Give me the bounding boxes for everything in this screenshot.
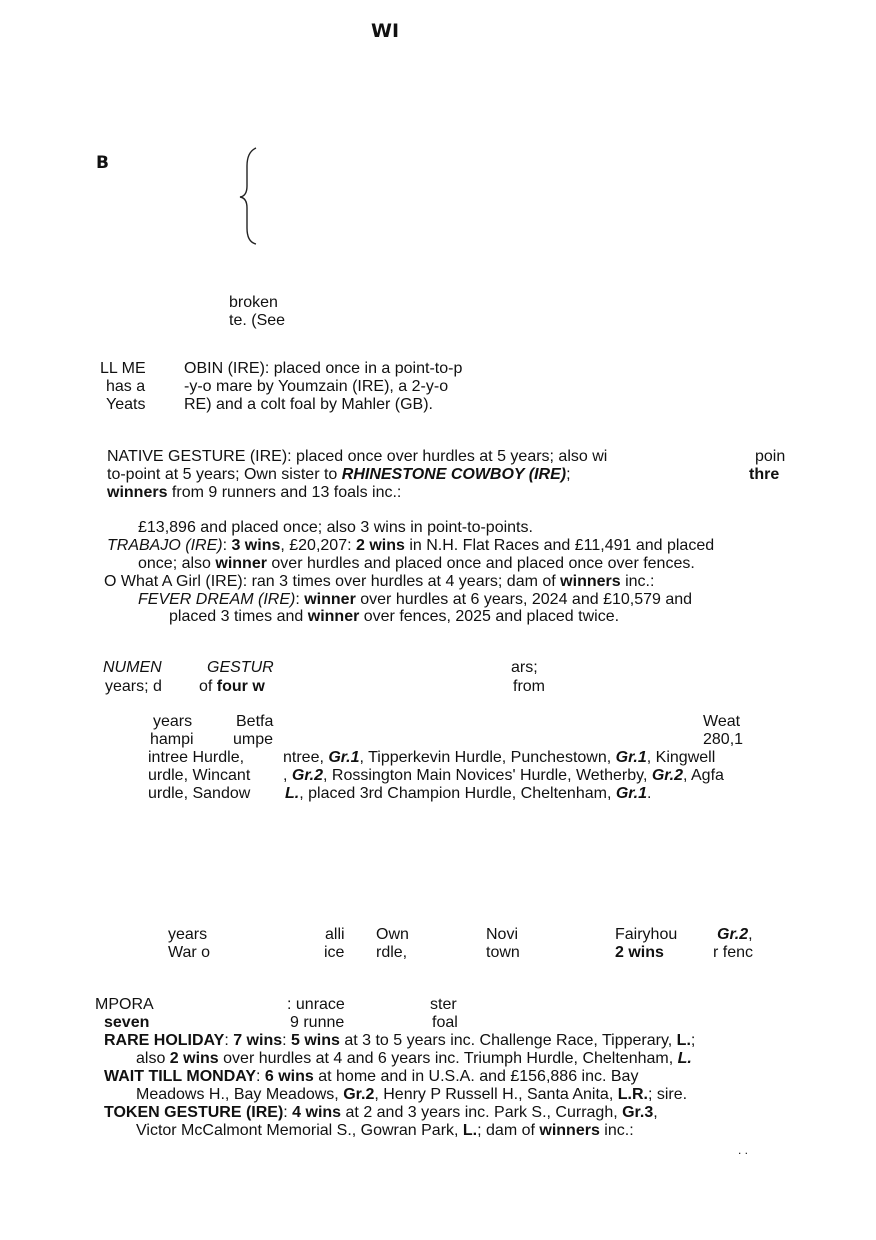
text: :	[224, 1032, 234, 1049]
text: at home and in U.S.A. and £156,886 inc. Bay	[313, 1068, 639, 1085]
text-fragment: Yeats	[106, 396, 146, 413]
text: O What A Girl (IRE): ran 3 times over hurdles at 4 years; dam of	[104, 573, 561, 590]
text-fragment: 9 runne	[290, 1014, 345, 1031]
text: winner	[215, 555, 267, 572]
text: , £20,207:	[280, 537, 356, 554]
text-fragment: town	[486, 944, 520, 961]
text: Gr.3	[622, 1104, 654, 1121]
text: ;	[690, 1032, 696, 1049]
text: at 3 to 5 years inc. Challenge Race, Tipperary,	[339, 1032, 677, 1049]
text: winners	[107, 484, 168, 501]
dam-text-line: broken	[229, 294, 278, 311]
text-fragment: has a	[106, 378, 146, 395]
text-fragment	[717, 926, 753, 943]
text: :	[295, 591, 305, 608]
text: winners	[539, 1122, 600, 1139]
text: over hurdles at 6 years, 2024 and £10,579 and	[355, 591, 693, 608]
text: , Kingwell	[646, 749, 716, 766]
text: :	[282, 1032, 291, 1049]
text-fragment: -y-o mare by Youmzain (IRE), a 2-y-o	[184, 378, 449, 395]
text: ,	[748, 926, 753, 943]
text: Gr.2	[291, 767, 324, 784]
progeny-line: £13,896 and placed once; also 3 wins in point-to-points.	[138, 519, 533, 536]
progeny-line	[104, 573, 654, 590]
text: ntree,	[283, 749, 329, 766]
text: inc.:	[620, 573, 655, 590]
pedigree-initial: B	[96, 153, 109, 173]
text-fragment: alli	[325, 926, 345, 943]
text: 4 wins	[292, 1104, 342, 1121]
text: Gr.2	[343, 1086, 375, 1103]
dam-entry-line	[107, 484, 401, 501]
text-fragment: rdle,	[376, 944, 408, 961]
text: 2 wins	[169, 1050, 219, 1067]
progeny-line	[169, 608, 619, 625]
text: of	[199, 678, 217, 695]
text: ;	[566, 466, 571, 483]
text-fragment: War o	[168, 944, 211, 961]
text-fragment: ars;	[511, 659, 538, 676]
horse-name: FEVER DREAM (IRE)	[138, 591, 296, 608]
text-fragment: hampi	[150, 731, 194, 748]
progeny-line	[136, 1050, 692, 1067]
text-fragment: ster	[430, 996, 457, 1013]
text: Gr.1	[328, 749, 360, 766]
text-fragment: Own	[376, 926, 409, 943]
progeny-line	[138, 555, 695, 572]
text: over hurdles and placed once and placed once over fences.	[266, 555, 695, 572]
text: Gr.2	[717, 926, 749, 943]
progeny-line	[136, 1086, 687, 1103]
text-fragment: years	[168, 926, 208, 943]
text-fragment: intree Hurdle,	[148, 749, 245, 766]
text: L.	[677, 1050, 692, 1067]
dam-text-line: te. (See	[229, 312, 286, 329]
text-fragment: : unrace	[287, 996, 345, 1013]
text-fragment: LL ME	[100, 360, 146, 377]
progeny-line	[104, 1068, 638, 1085]
text-fragment: foal	[432, 1014, 458, 1031]
text-fragment: umpe	[233, 731, 274, 748]
text: winner	[307, 608, 360, 625]
text: , Rossington Main Novices' Hurdle, Wetherby,	[323, 767, 652, 784]
text-fragment: r fenc	[713, 944, 754, 961]
text: ,	[283, 767, 292, 784]
progeny-line	[136, 1122, 634, 1139]
text: over fences, 2025 and placed twice.	[359, 608, 620, 625]
page-title: WI	[371, 20, 400, 42]
text: ; sire.	[647, 1086, 688, 1103]
text: , Agfa	[683, 767, 724, 784]
text: L.	[285, 785, 300, 802]
progeny-line	[104, 1032, 695, 1049]
text: placed 3 times and	[169, 608, 308, 625]
horse-name: RHINESTONE COWBOY (IRE)	[341, 466, 567, 483]
text-fragment: Weat	[703, 713, 741, 730]
text: over hurdles at 4 and 6 years inc. Triumph Hurdle, Cheltenham,	[218, 1050, 678, 1067]
text: 2 wins	[355, 537, 405, 554]
text: to-point at 5 years; Own sister to	[107, 466, 342, 483]
text-fragment: thre	[749, 466, 780, 483]
text: L.	[676, 1032, 691, 1049]
text: Gr.1	[615, 785, 647, 802]
text-fragment: urdle, Wincant	[148, 767, 251, 784]
text-fragment	[199, 678, 265, 695]
text-fragment: years	[153, 713, 193, 730]
dam-entry-line: NATIVE GESTURE (IRE): placed once over hurdles at 5 years; also wi	[107, 448, 608, 465]
text: at 2 and 3 years inc. Park S., Curragh,	[341, 1104, 623, 1121]
text-fragment: 2 wins	[615, 944, 664, 961]
text: once; also	[138, 555, 216, 572]
text: , placed 3rd Champion Hurdle, Cheltenham,	[299, 785, 616, 802]
text: also	[136, 1050, 170, 1067]
text: L.	[462, 1122, 478, 1139]
text-fragment: NUMEN	[103, 659, 162, 676]
text: from 9 runners and 13 foals inc.:	[167, 484, 402, 501]
text-fragment: Betfa	[236, 713, 274, 730]
text: Gr.2	[651, 767, 683, 784]
progeny-line	[138, 591, 692, 608]
text-fragment: seven	[104, 1014, 150, 1031]
progeny-line	[283, 767, 724, 784]
text-fragment: from	[513, 678, 545, 695]
text-fragment: MPORA	[95, 996, 154, 1013]
text-fragment: poin	[755, 448, 786, 465]
progeny-line	[107, 537, 714, 554]
text: .	[646, 785, 652, 802]
progeny-line	[285, 785, 651, 802]
text: 6 wins	[264, 1068, 314, 1085]
text-fragment: years; d	[105, 678, 162, 695]
text: Meadows H., Bay Meadows,	[136, 1086, 344, 1103]
text: ,	[653, 1104, 658, 1121]
text-fragment: GESTUR	[207, 659, 274, 676]
dam-entry-line	[107, 466, 571, 483]
text: Victor McCalmont Memorial S., Gowran Park,	[136, 1122, 463, 1139]
text-fragment: Fairyhou	[615, 926, 678, 943]
text-fragment: 280,1	[703, 731, 744, 748]
text: inc.:	[599, 1122, 634, 1139]
text: :	[256, 1068, 265, 1085]
text-fragment: Novi	[486, 926, 519, 943]
progeny-line	[104, 1104, 658, 1121]
text: winners	[560, 573, 621, 590]
text-fragment: OBIN (IRE): placed once in a point-to-p	[184, 360, 463, 377]
horse-name: RARE HOLIDAY	[104, 1032, 225, 1049]
horse-name: TOKEN GESTURE (IRE)	[104, 1104, 284, 1121]
text: winner	[304, 591, 356, 608]
text: in N.H. Flat Races and £11,491 and placed	[404, 537, 715, 554]
text: 7 wins	[233, 1032, 283, 1049]
horse-name: WAIT TILL MONDAY	[104, 1068, 256, 1085]
footer-dots: . .	[738, 1143, 749, 1157]
text: Gr.1	[615, 749, 647, 766]
text: :	[222, 537, 232, 554]
text: four w	[216, 678, 265, 695]
text-fragment: RE) and a colt foal by Mahler (GB).	[184, 396, 433, 413]
text: L.R.	[617, 1086, 648, 1103]
horse-name: TRABAJO (IRE)	[107, 537, 223, 554]
text: 3 wins	[231, 537, 281, 554]
text: , Henry P Russell H., Santa Anita,	[374, 1086, 618, 1103]
progeny-line	[283, 749, 715, 766]
text-fragment: urdle, Sandow	[148, 785, 251, 802]
text: ; dam of	[477, 1122, 540, 1139]
text: 5 wins	[291, 1032, 340, 1049]
text: :	[283, 1104, 293, 1121]
pedigree-brace	[238, 146, 260, 246]
text-fragment: ice	[324, 944, 345, 961]
text: , Tipperkevin Hurdle, Punchestown,	[359, 749, 616, 766]
